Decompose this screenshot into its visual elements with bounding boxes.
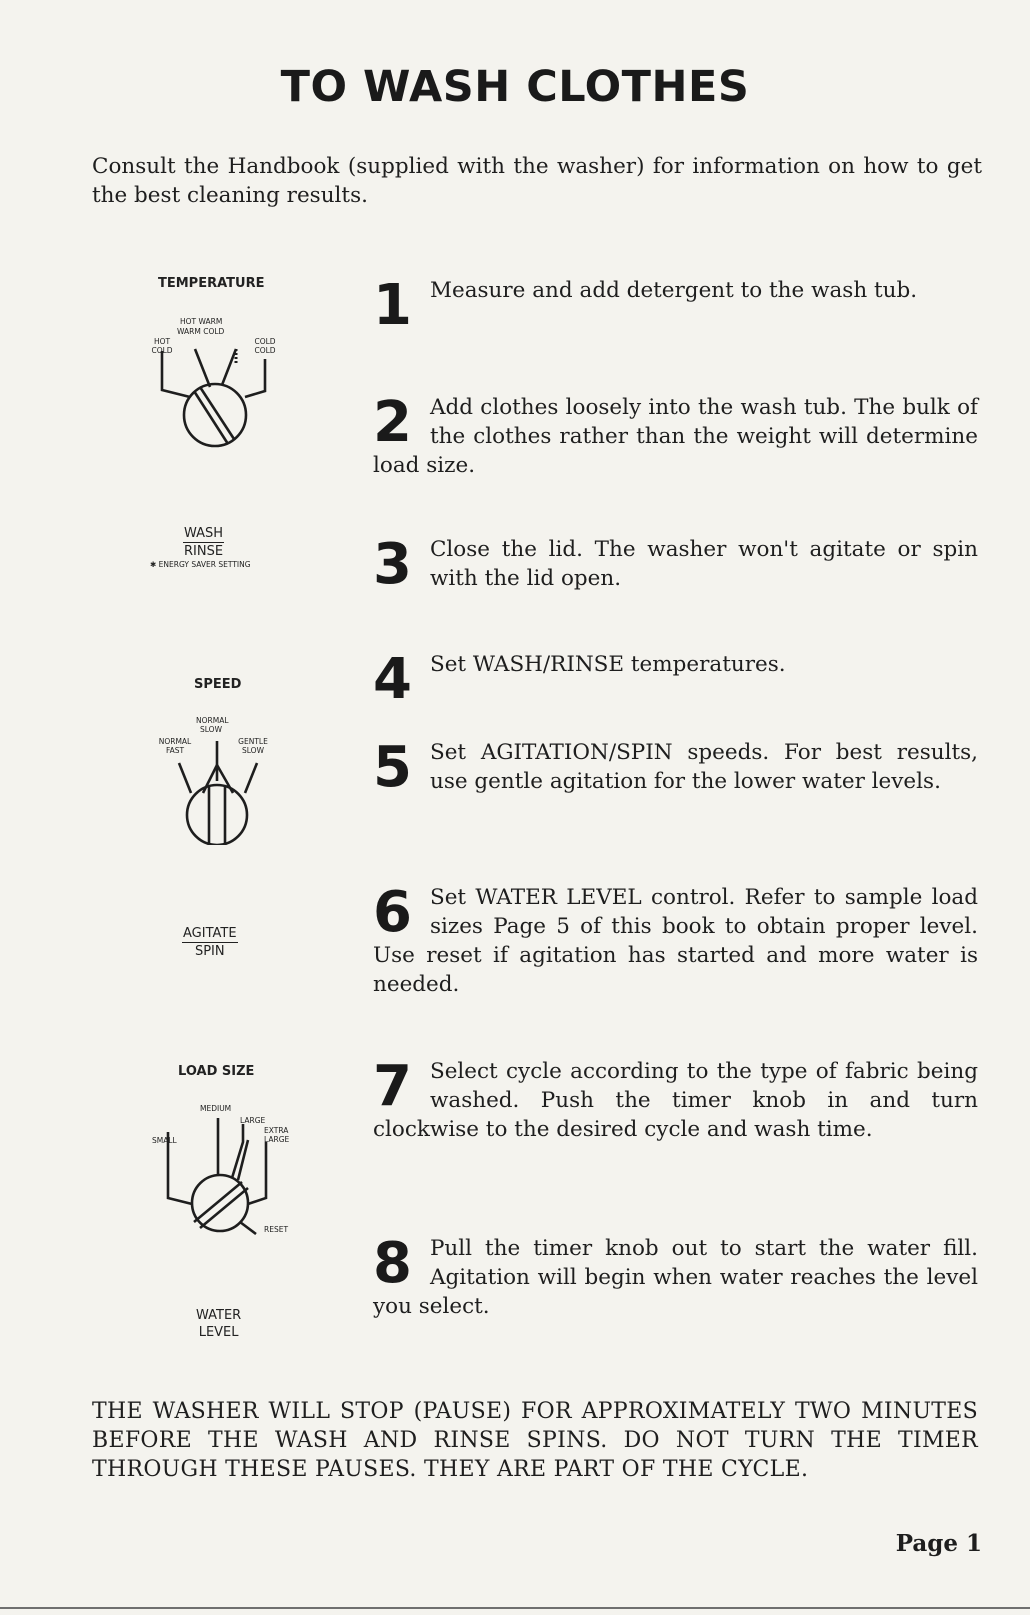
load-setting-large: LARGE: [240, 1116, 266, 1125]
speed-setting-normal-fast: NORMAL FAST: [158, 737, 192, 755]
step-3: [373, 532, 978, 597]
pause-warning: THE WASHER WILL STOP (PAUSE) FOR APPROXIMATELY TWO MINUTES BEFORE THE WASH AND RINSE SPINS. DO NOT TURN THE TIMER THROUGH THESE PAUSES. THEY ARE PART OF THE CYCLE.: [92, 1399, 978, 1482]
load-size-label: LOAD SIZE: [178, 1064, 255, 1079]
agitate-label: AGITATE: [183, 926, 237, 941]
agitate-spin-label: [182, 925, 238, 960]
intro-paragraph: Consult the Handbook (supplied with the washer) for information on how to get the best cleaning results.: [92, 154, 982, 208]
rinse-label: RINSE: [184, 544, 224, 559]
level-label: LEVEL: [198, 1325, 239, 1340]
step-2: [373, 390, 978, 480]
speed-setting-normal-slow: NORMAL SLOW: [196, 716, 229, 734]
step-8: [373, 1231, 978, 1321]
step-number: 5: [373, 735, 412, 800]
step-number: 1: [373, 273, 412, 338]
step-4: [373, 647, 978, 712]
step-5: [373, 735, 978, 800]
page-bottom-rule: [0, 1607, 1030, 1609]
speed-dial-icon: [165, 735, 265, 845]
step-7: [373, 1054, 978, 1144]
spin-label: SPIN: [194, 944, 225, 959]
step-text: Set WASH/RINSE temperatures.: [429, 652, 786, 677]
step-number: 8: [373, 1231, 412, 1296]
temp-setting-hot-warm: HOT WARM: [180, 317, 223, 326]
temp-setting-warm-cold: WARM COLD: [177, 327, 225, 336]
step-6: [373, 880, 978, 999]
step-text: Set WATER LEVEL control. Refer to sample load sizes Page 5 of this book to obtain proper level. Use reset if agitation has started and more water is needed.: [373, 885, 978, 997]
step-number: 4: [373, 647, 412, 712]
step-text: Add clothes loosely into the wash tub. The bulk of the clothes rather than the weight will determine load size.: [373, 395, 978, 478]
speed-label: SPEED: [194, 677, 242, 692]
wash-label: WASH: [184, 526, 224, 541]
step-number: 7: [373, 1054, 412, 1119]
speed-setting-gentle-slow: GENTLE SLOW: [238, 737, 268, 755]
step-number: 6: [373, 880, 412, 945]
step-text: Select cycle according to the type of fabric being washed. Push the timer knob in and turn clockwise to the desired cycle and wash time.: [373, 1059, 978, 1142]
page-number: Page 1: [895, 1530, 982, 1557]
step-number: 3: [373, 532, 412, 597]
page-title: TO WASH CLOTHES: [280, 62, 750, 112]
wash-rinse-label: [183, 525, 224, 560]
step-text: Close the lid. The washer won't agitate or spin with the lid open.: [429, 537, 978, 591]
load-setting-small: SMALL: [152, 1136, 177, 1145]
energy-saver-note: ✱ ENERGY SAVER SETTING: [150, 560, 251, 569]
load-size-dial-icon: [160, 1110, 290, 1235]
load-setting-extra-large: EXTRA LARGE: [264, 1126, 290, 1144]
temperature-dial-icon: [150, 335, 280, 450]
step-text: Set AGITATION/SPIN speeds. For best results, use gentle agitation for the lower water levels.: [429, 740, 978, 794]
temperature-label: TEMPERATURE: [158, 276, 265, 291]
step-1: [373, 273, 978, 338]
load-setting-reset: RESET: [264, 1225, 289, 1234]
temp-setting-cold-cold: COLD COLD: [254, 337, 276, 355]
water-level-label: [196, 1307, 241, 1341]
step-number: 2: [373, 390, 412, 455]
water-label: WATER: [196, 1308, 242, 1323]
load-setting-medium: MEDIUM: [200, 1104, 232, 1113]
step-text: Pull the timer knob out to start the water fill. Agitation will begin when water reaches the level you select.: [373, 1236, 978, 1319]
step-text: Measure and add detergent to the wash tub.: [429, 278, 918, 303]
temp-setting-hot-cold: HOT COLD: [151, 337, 173, 355]
